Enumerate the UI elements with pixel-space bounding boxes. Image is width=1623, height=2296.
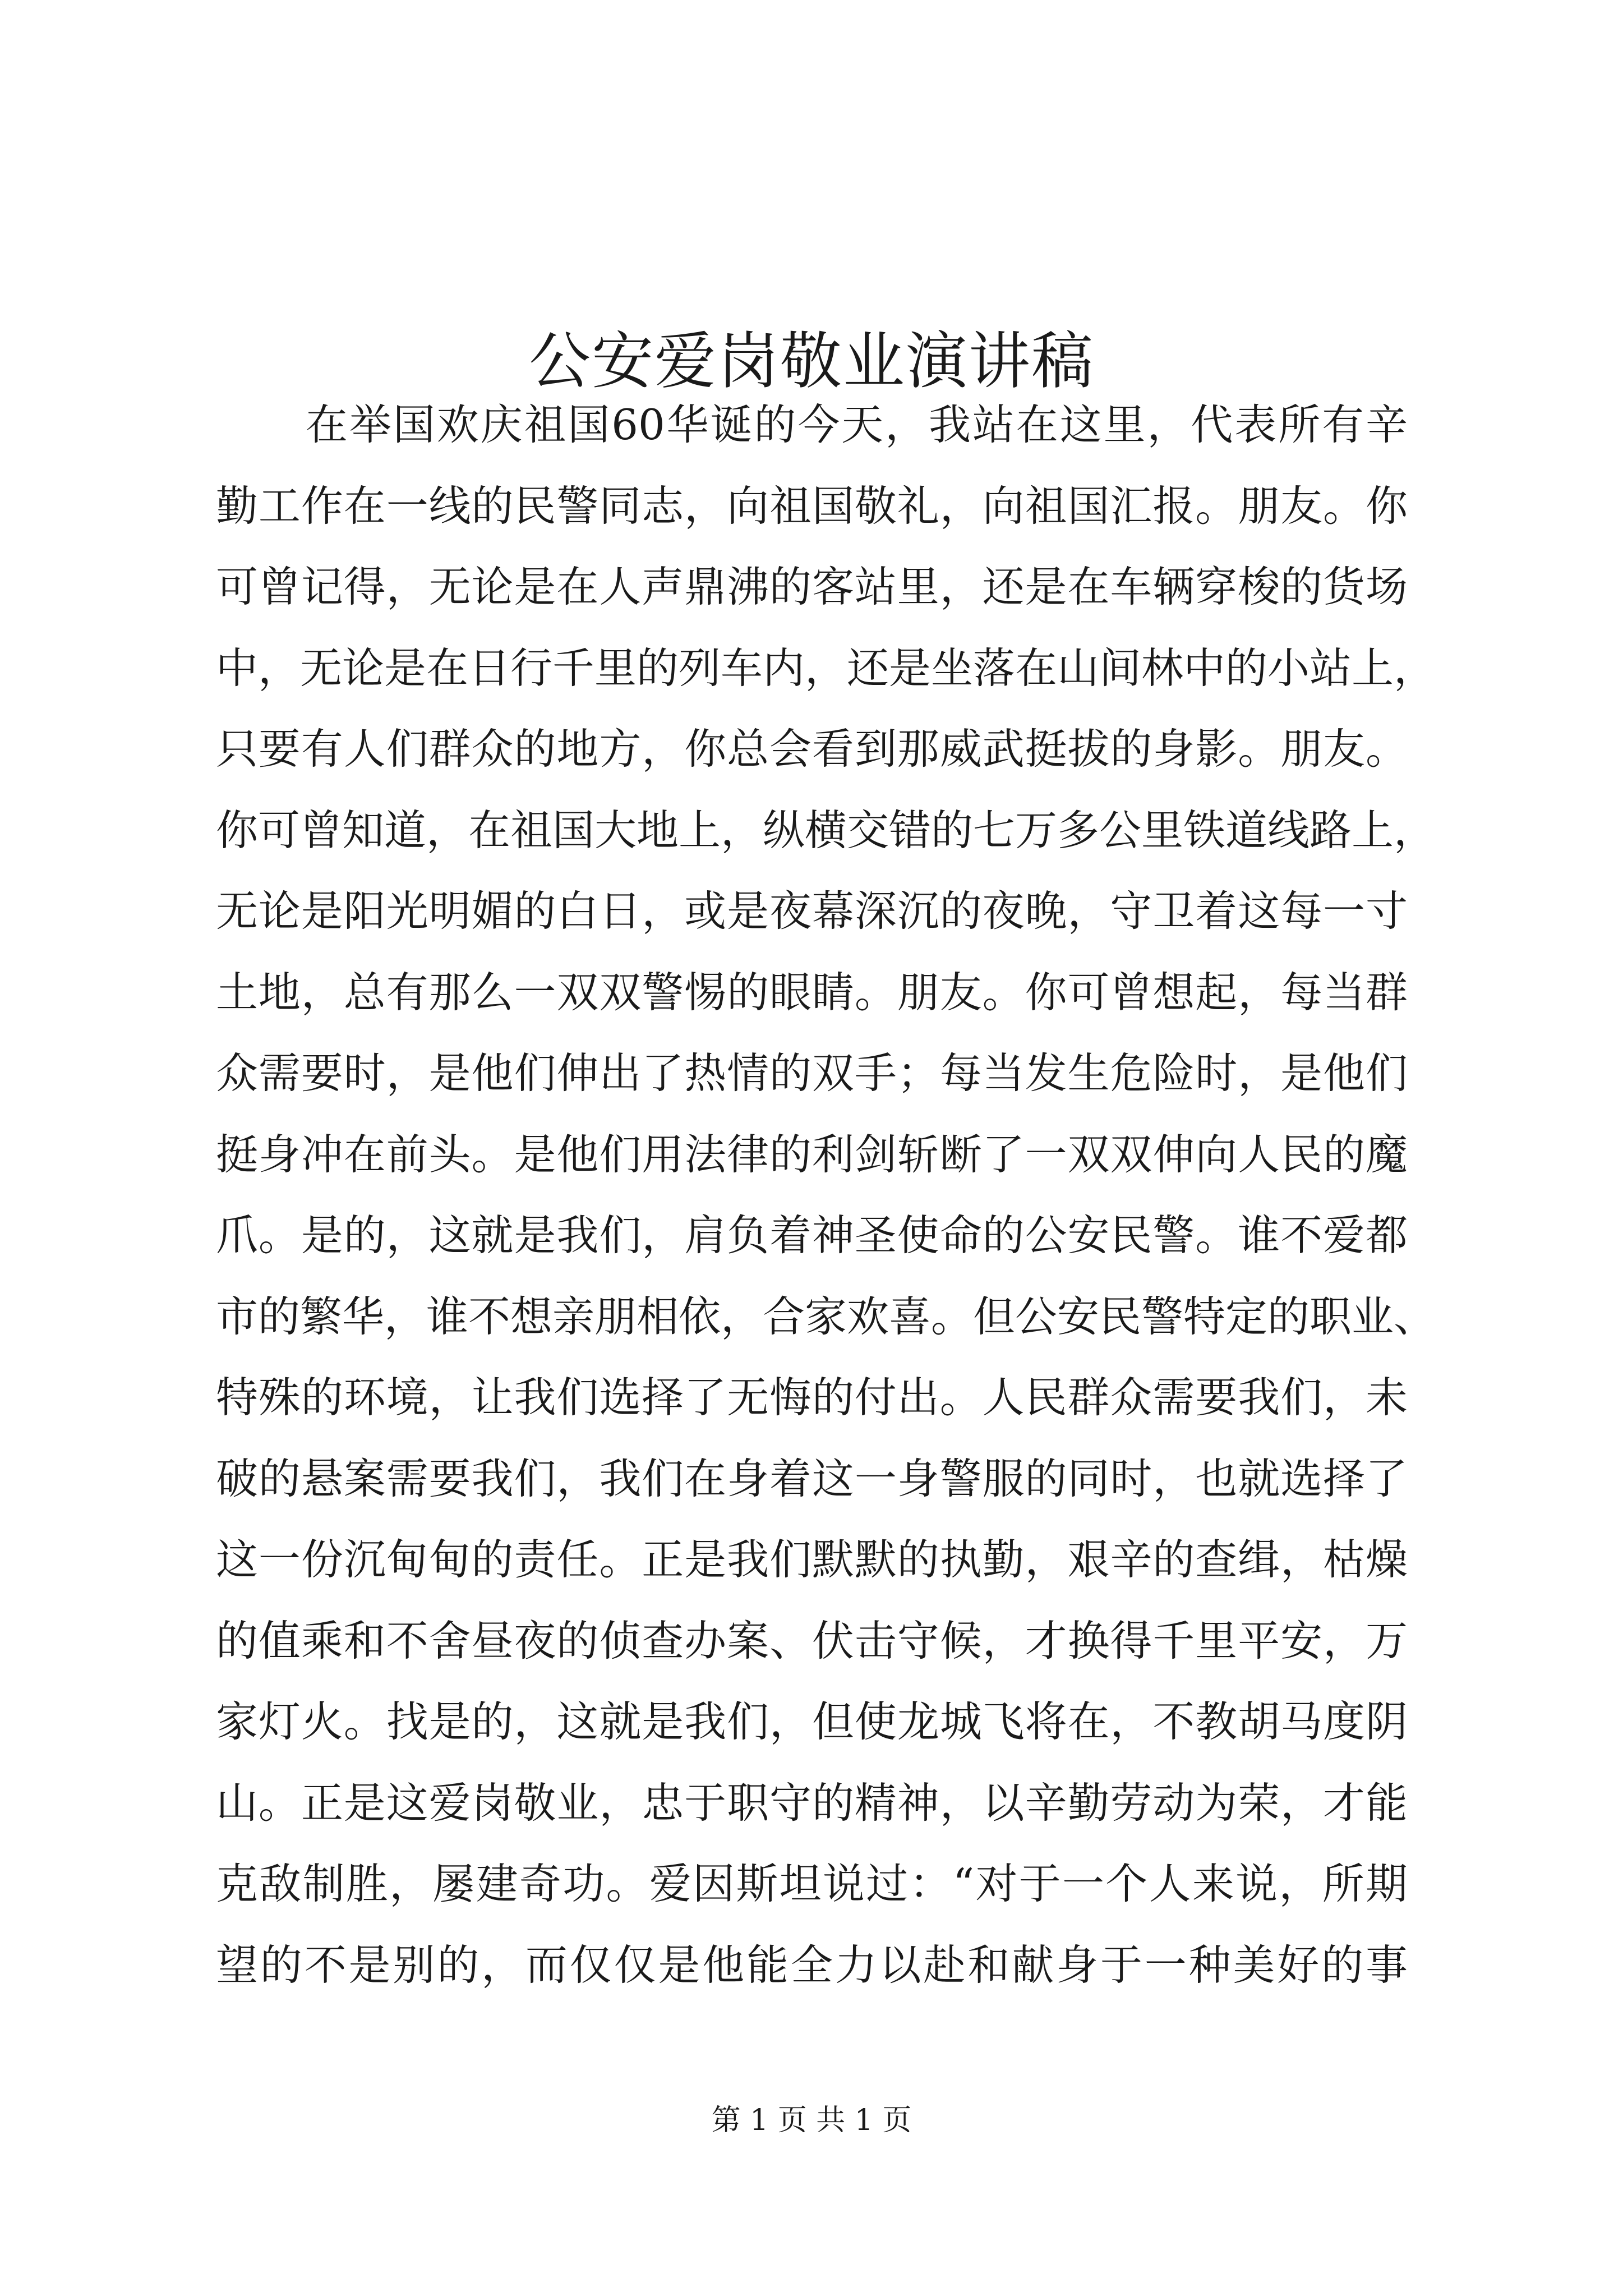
paragraph-line: 土地，总有那么一双双警惕的眼睛。朋友。你可曾想起，每当群 xyxy=(216,967,1408,1017)
paragraph-line: 只要有人们群众的地方，你总会看到那威武挺拔的身影。朋友。 xyxy=(216,724,1408,774)
paragraph-line: 这一份沉甸甸的责任。正是我们默默的执勤，艰辛的查缉，枯燥 xyxy=(216,1535,1408,1584)
paragraph-line: 无论是阳光明媚的白日，或是夜幕深沉的夜晚，守卫着这每一寸 xyxy=(216,886,1408,936)
paragraph-line: 勤工作在一线的民警同志，向祖国敬礼，向祖国汇报。朋友。你 xyxy=(216,481,1408,531)
paragraph-line: 挺身冲在前头。是他们用法律的利剑斩断了一双双伸向人民的魔 xyxy=(216,1129,1408,1179)
document-title: 公安爱岗敬业演讲稿 xyxy=(529,325,1094,397)
paragraph-line: 家灯火。找是的，这就是我们，但使龙城飞将在，不教胡马度阴 xyxy=(216,1697,1408,1746)
paragraph-line: 克敌制胜，屡建奇功。爱因斯坦说过：“对于一个人来说，所期 xyxy=(216,1859,1408,1908)
paragraph-line: 众需要时，是他们伸出了热情的双手；每当发生危险时，是他们 xyxy=(216,1048,1408,1098)
paragraph-line: 爪。是的，这就是我们，肩负着神圣使命的公安民警。谁不爱都 xyxy=(216,1211,1408,1260)
paragraph-line: 的值乘和不舍昼夜的侦查办案、伏击守候，才换得千里平安，万 xyxy=(216,1616,1408,1665)
paragraph-line: 山。正是这爱岗敬业，忠于职守的精神，以辛勤劳动为荣，才能 xyxy=(216,1778,1408,1828)
paragraph-line: 市的繁华，谁不想亲朋相依，合家欢喜。但公安民警特定的职业、 xyxy=(216,1291,1436,1341)
document-body xyxy=(216,384,1436,2005)
paragraph-line: 中，无论是在日行千里的列车内，还是坐落在山间林中的小站上， xyxy=(216,643,1436,693)
page-number-footer: 第 1 页 共 1 页 xyxy=(711,2104,912,2137)
paragraph-line: 在举国欢庆祖国60华诞的今天，我站在这里，代表所有辛 xyxy=(306,400,1408,449)
paragraph-line: 可曾记得，无论是在人声鼎沸的客站里，还是在车辆穿梭的货场 xyxy=(216,562,1408,611)
paragraph-line: 望的不是别的，而仅仅是他能全力以赴和献身于一种美好的事 xyxy=(216,1940,1408,1990)
paragraph-line: 你可曾知道，在祖国大地上，纵横交错的七万多公里铁道线路上， xyxy=(216,805,1436,855)
paragraph-line: 破的悬案需要我们，我们在身着这一身警服的同时，也就选择了 xyxy=(216,1453,1408,1503)
paragraph-line: 特殊的环境，让我们选择了无悔的付出。人民群众需要我们，未 xyxy=(216,1373,1408,1422)
